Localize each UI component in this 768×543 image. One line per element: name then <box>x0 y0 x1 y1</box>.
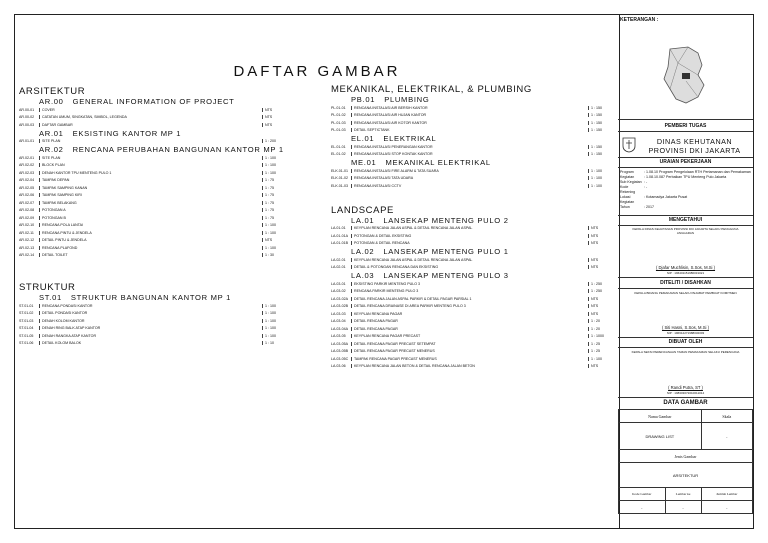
drawing-scale: NTS <box>262 115 287 119</box>
lembar-ke-value: - <box>665 501 701 514</box>
drawing-list-row <box>19 207 287 215</box>
drawing-code: AR.02-07 <box>19 200 35 205</box>
drawing-scale: 1 : 100 <box>262 156 287 160</box>
mengetahui-nip: NIP : 196401151986031021 <box>666 271 705 275</box>
drawing-scale: NTS <box>588 304 613 308</box>
group-name: ELEKTRIKAL <box>383 134 437 143</box>
drawing-description: DENAH KANTOR TPU MENTENG PULO 1 <box>39 171 262 175</box>
group-code: ME.01 <box>351 158 377 167</box>
group-code: AR.02 <box>39 145 64 154</box>
drawing-list-row <box>331 232 613 240</box>
drawing-description: DENAH KOLOM KANTOR <box>39 319 262 323</box>
diteliti-nip: NIP : 196612271988032003 <box>666 331 705 335</box>
drawing-list-row <box>19 199 287 207</box>
drawing-scale: NTS <box>262 108 287 112</box>
drawing-scale: 1 : 10 <box>262 341 287 345</box>
left-column <box>19 87 287 347</box>
drawing-list-row <box>19 222 287 230</box>
drawing-code: LA.03-05B <box>331 349 348 354</box>
drawing-code: ELK.01-03 <box>331 183 348 188</box>
drawing-list-row <box>331 264 613 272</box>
drawing-list-row <box>19 192 287 200</box>
drawing-description: DETAIL RENCANA PAGAR PRECAST SETEMPAT <box>351 342 588 346</box>
drawing-description: DETAIL RENCANA PAGAR <box>351 319 588 323</box>
drawing-scale: 1 : 150 <box>588 152 613 156</box>
project-field-key: Lokasi Kegiatan <box>620 195 635 204</box>
drawing-list-row <box>331 355 613 363</box>
drawing-scale: 1 : 200 <box>262 139 287 143</box>
group-code: LA.02 <box>351 247 375 256</box>
diteliti-role: KEPALA BIDANG PEMAKAMAN SELAKU PEJABAT PEMBUAT KOMITMEN <box>634 291 737 295</box>
drawing-code: AR.01-01 <box>19 139 35 144</box>
drawing-description: KEYPLAN RENCANA JALAN ASPAL & DETAIL RENCANA JALAN ASPAL <box>351 226 588 230</box>
group-code: LA.03 <box>351 271 375 280</box>
drawing-list-row <box>331 256 613 264</box>
drawing-scale: 1 : 150 <box>588 121 613 125</box>
drawing-scale: NTS <box>262 238 287 242</box>
project-field-row <box>618 185 753 195</box>
drawing-list-row <box>331 348 613 356</box>
drawing-list-row <box>19 114 287 122</box>
drawing-list-row <box>19 332 287 340</box>
drawing-scale: 1 : 100 <box>262 304 287 308</box>
pemberi-tugas-label: PEMBERI TUGAS <box>664 123 707 129</box>
drawing-description: RENCANA INSTALASI TATA UDARA <box>351 176 588 180</box>
diteliti-name: ( Siti Hasni, S.Sos, M.Si ) <box>661 325 709 330</box>
drawing-code: PL.01-02 <box>331 113 346 118</box>
project-field-key: Tahun <box>620 205 630 209</box>
drawing-code: AR.00-01 <box>19 107 35 112</box>
group-heading <box>19 97 287 106</box>
drawing-scale: NTS <box>588 265 613 269</box>
drawing-code: LA.03-02 <box>331 289 346 294</box>
drawing-sheet <box>14 14 620 529</box>
project-field-key: Program <box>620 170 634 174</box>
drawing-description: RENCANA PLAFOND <box>39 246 262 250</box>
drawing-scale: NTS <box>588 234 613 238</box>
drawing-list-row <box>331 295 613 303</box>
drawing-code: ST.01-01 <box>19 303 34 308</box>
page-title: DAFTAR GAMBAR <box>233 63 401 80</box>
drawing-list-row <box>19 169 287 177</box>
drawing-description: EKSISTING PARKIR MENTENG PULO 3 <box>351 282 588 286</box>
nama-gambar-label: Nama Gambar <box>619 410 702 423</box>
drawing-list-row <box>19 138 287 146</box>
drawing-scale: 1 : 75 <box>262 178 287 182</box>
group-code: EL.01 <box>351 134 375 143</box>
keterangan-label: KETERANGAN : <box>620 17 659 23</box>
drawing-description: RENCANA PARKIR MENTENG PULO 3 <box>351 289 588 293</box>
drawing-description: POTONGAN & DETAIL EKSISTING <box>351 234 588 238</box>
drawing-code: LA.03-05C <box>331 356 349 361</box>
drawing-description: BLOCK PLAN <box>39 163 262 167</box>
drawing-code: AR.02-05 <box>19 185 35 190</box>
drawing-list-row <box>19 244 287 252</box>
drawing-code: PL.01-03 <box>331 120 346 125</box>
drawing-code: ST.01-05 <box>19 333 34 338</box>
drawing-description: CATATAN UMUM, SINGKATAN, SIMBOL, LEGENDA <box>39 115 262 119</box>
mengetahui-name: ( Djafar Muchlisin, S.Sos, M.Si ) <box>655 265 716 270</box>
drawing-list-row <box>331 225 613 233</box>
group-code: LA.01 <box>351 215 375 225</box>
drawing-data-table <box>618 409 753 514</box>
project-fields <box>618 170 753 210</box>
group-name: MEKANIKAL ELEKTRIKAL <box>385 158 491 167</box>
mengetahui-label: MENGETAHUI <box>668 217 703 223</box>
diteliti-label: DITELITI / DISAHKAN <box>660 280 711 286</box>
section-title-arsitektur: ARSITEKTUR <box>19 86 86 97</box>
drawing-description: DETAIL RENCANA PAGAR PRECAST MENERUS <box>351 349 588 353</box>
drawing-list-row <box>19 310 287 318</box>
jumlah-lembar-label: Jumlah Lembar <box>701 488 752 501</box>
drawing-scale: 1 : 75 <box>262 201 287 205</box>
drawing-list-row <box>19 317 287 325</box>
drawing-description: COVER <box>39 108 262 112</box>
drawing-code: LA.03-05A <box>331 341 348 346</box>
column-spacer <box>331 190 613 206</box>
group-heading <box>331 158 613 167</box>
drawing-description: TAMPAK RENCANA PAGAR PRECAST MENERUS <box>351 357 588 361</box>
drawing-description: RENCANA INSTALASI FIRE ALARM & TATA SUARA <box>351 169 588 173</box>
section-title-mep: MEKANIKAL, ELEKTRIKAL, & PLUMBING <box>331 84 532 95</box>
drawing-code: LA.01-01A <box>331 233 348 238</box>
drawing-code: EL.01-01 <box>331 144 346 149</box>
drawing-scale: 1 : 100 <box>262 311 287 315</box>
drawing-scale: 1 : 75 <box>262 216 287 220</box>
skala-value: - <box>701 423 752 450</box>
drawing-description: RENCANA INSTALASI PENERANGAN KANTOR <box>351 145 588 149</box>
section-title-struktur: STRUKTUR <box>19 282 76 293</box>
drawing-scale: 1 : 1000 <box>588 334 613 338</box>
drawing-list-row <box>19 106 287 114</box>
drawing-description: TAMPAK SAMPING KANAN <box>39 186 262 190</box>
drawing-description: POTONGAN A <box>39 208 262 212</box>
drawing-description: POTONGAN & DETAIL RENCANA <box>351 241 588 245</box>
drawing-description: RENCANA INSTALASI AIR HUJAN KANTOR <box>351 113 588 117</box>
drawing-scale: 1 : 100 <box>588 176 613 180</box>
drawing-description: DETAIL TOILET <box>39 253 262 257</box>
drawing-description: TAMPAK DEPAN <box>39 178 262 182</box>
drawing-code: LA.03-02B <box>331 304 348 309</box>
drawing-scale: 1 : 150 <box>588 128 613 132</box>
project-field-key: Kegiatan <box>620 175 635 179</box>
drawing-scale: 1 : 150 <box>588 113 613 117</box>
drawing-scale: NTS <box>588 297 613 301</box>
group-name: GENERAL INFORMATION OF PROJECT <box>72 97 235 106</box>
drawing-description: RENCANA PINTU & JENDELA <box>39 231 262 235</box>
drawing-code: LA.03-04A <box>331 326 348 331</box>
drawing-list-row <box>19 237 287 245</box>
group-heading <box>19 145 287 154</box>
drawing-description: DETAIL PINTU & JENDELA <box>39 238 262 242</box>
drawing-list-row <box>331 143 613 151</box>
drawing-description: DAFTAR GAMBAR <box>39 123 262 127</box>
drawing-code: AR.02-14 <box>19 253 35 258</box>
drawing-list-row <box>19 162 287 170</box>
drawing-code: AR.02-01 <box>19 155 35 160</box>
drawing-list-row <box>19 229 287 237</box>
drawing-list-row <box>19 214 287 222</box>
project-field-row <box>618 195 753 205</box>
project-field-value: : Kotamadya Jakarta Pusat <box>644 195 688 199</box>
drawing-description: RENCANA INSTALASI CCTV <box>351 184 588 188</box>
drawing-scale: NTS <box>588 312 613 316</box>
drawing-list-row <box>331 363 613 371</box>
drawing-list-row <box>19 252 287 260</box>
drawing-scale: 1 : 30 <box>262 253 287 257</box>
jenis-gambar-label: Jenis Gambar <box>619 450 753 463</box>
lembar-ke-label: Lembar ke <box>665 488 701 501</box>
drawing-description: KEYPLAN RENCANA JALAN ASPAL & DETAIL RENCANA JALAN ASPAL <box>351 258 588 262</box>
drawing-scale: 1 : 25 <box>588 349 613 353</box>
drawing-list-row <box>331 333 613 341</box>
drawing-code: LA.03-01 <box>331 281 346 286</box>
drawing-list-row <box>19 121 287 129</box>
drawing-code: AR.02-11 <box>19 230 34 235</box>
drawing-description: KEYPLAN RENCANA JALAN BETON & DETAIL RENCANA JALAN BETON <box>351 364 588 368</box>
drawing-scale: 1 : 250 <box>588 289 613 293</box>
group-heading <box>331 134 613 143</box>
group-name: PLUMBING <box>384 95 430 104</box>
drawing-code: AR.02-09 <box>19 215 35 220</box>
drawing-list-row <box>331 340 613 348</box>
drawing-code: AR.02-03 <box>19 170 35 175</box>
drawing-description: DENAH RANGKA ATAP KANTOR <box>39 334 262 338</box>
drawing-description: RENCANA POLA LANTAI <box>39 223 262 227</box>
drawing-list-row <box>19 340 287 348</box>
drawing-list-row <box>19 184 287 192</box>
drawing-scale: 1 : 250 <box>588 282 613 286</box>
drawing-scale: 1 : 75 <box>262 193 287 197</box>
group-code: PB.01 <box>351 95 376 104</box>
drawing-code: LA.02-01 <box>331 265 346 270</box>
drawing-description: KEYPLAN RENCANA PAGAR <box>351 312 588 316</box>
drawing-description: RENCANA INSTALASI AIR BERSIH KANTOR <box>351 106 588 110</box>
group-code: ST.01 <box>39 293 62 302</box>
drawing-description: SITE PLAN <box>39 139 262 143</box>
drawing-code: LA.01-01B <box>331 241 348 246</box>
group-name: LANSEKAP MENTENG PULO 3 <box>383 271 509 280</box>
drawing-description: SITE PLAN <box>39 156 262 160</box>
drawing-list-row <box>331 310 613 318</box>
drawing-code: AR.02-10 <box>19 223 35 228</box>
drawing-description: DETAIL RENCANA JALAN ASPAL PARKIR & DETAIL PAGAR PARSIAL 1 <box>351 297 588 301</box>
drawing-list-row <box>331 288 613 296</box>
drawing-scale: 1 : 75 <box>262 186 287 190</box>
dinas-name: DINAS KEHUTANAN PROVINSI DKI JAKARTA <box>648 137 741 155</box>
drawing-description: DETAIL PONDASI KANTOR <box>39 311 262 315</box>
drawing-list-row <box>331 303 613 311</box>
drawing-description: DETAIL RENCANA PAGAR <box>351 327 588 331</box>
jenis-gambar-value: ARSITEKTUR <box>619 463 753 488</box>
drawing-code: LA.03-05 <box>331 334 346 339</box>
project-field-value: : - <box>644 180 648 184</box>
title-block <box>618 14 754 529</box>
drawing-code: PL.01-01 <box>331 105 346 110</box>
jakarta-map-icon <box>658 45 708 107</box>
drawing-list-row <box>331 112 613 120</box>
kode-gambar-label: Kode Gambar <box>619 488 666 501</box>
drawing-scale: NTS <box>262 123 287 127</box>
drawing-code: LA.03-03 <box>331 311 346 316</box>
drawing-scale: 1 : 100 <box>588 184 613 188</box>
drawing-list-row <box>19 325 287 333</box>
drawing-code: ST.01-04 <box>19 326 34 331</box>
drawing-code: AR.02-08 <box>19 208 35 213</box>
drawing-scale: NTS <box>588 258 613 262</box>
drawing-list-row <box>331 104 613 112</box>
dibuat-nip: NIP : 198303072010011014 <box>666 391 705 395</box>
drawing-list-row <box>331 119 613 127</box>
mengetahui-role: KEPALA DINAS KEHUTANAN PROVINSI DKI JAKARTA SELAKU PENGGUNA ANGGARAN <box>632 227 739 235</box>
drawing-code: EL.01-02 <box>331 152 346 157</box>
drawing-scale: 1 : 20 <box>588 319 613 323</box>
drawing-list-row <box>331 318 613 326</box>
data-gambar-label: DATA GAMBAR <box>663 400 708 406</box>
project-field-key: Kode Rekening <box>620 185 636 194</box>
project-field-key: Sub Kegiatan <box>620 180 642 184</box>
drawing-list-row <box>331 127 613 135</box>
group-name: EKSISTING KANTOR MP 1 <box>72 128 182 138</box>
group-name: LANSEKAP MENTENG PULO 1 <box>383 247 509 256</box>
drawing-description: DETAIL & POTONGAN RENCANA DAN EKSISTING <box>351 265 588 269</box>
drawing-code: PL.01-03 <box>331 128 346 133</box>
drawing-scale: 1 : 25 <box>588 342 613 346</box>
drawing-code: AR.02-13 <box>19 245 35 250</box>
dibuat-role: KEPALA SEKSI PERENCANAAN TAMAN PEMAKAMAN SELAKU PERENCANA <box>631 350 740 354</box>
drawing-scale: 1 : 75 <box>262 208 287 212</box>
drawing-code: ELK.01-02 <box>331 176 348 181</box>
group-heading <box>19 293 287 302</box>
drawing-scale: 1 : 100 <box>262 319 287 323</box>
column-spacer <box>19 259 287 283</box>
drawing-scale: 1 : 100 <box>588 169 613 173</box>
group-name: STRUKTUR BANGUNAN KANTOR MP 1 <box>70 293 232 302</box>
drawing-code: LA.03-02A <box>331 296 348 301</box>
drawing-list-row <box>19 177 287 185</box>
kode-gambar-value: - <box>619 501 666 514</box>
drawing-scale: 1 : 150 <box>588 106 613 110</box>
dibuat-name: ( Randi Putra, ST ) <box>668 385 703 390</box>
drawing-list-row <box>331 167 613 175</box>
drawing-scale: 1 : 100 <box>262 326 287 330</box>
project-field-value: : 2017 <box>644 205 654 209</box>
drawing-code: LA.02-01 <box>331 257 346 262</box>
section-title-landscape: LANDSCAPE <box>331 204 394 216</box>
drawing-code: LA.01-01 <box>331 226 346 231</box>
drawing-description: DETAIL RENCANA DRAINASE DI AREA PARKIR MENTENG PULO 3 <box>351 304 588 308</box>
project-field-value: : 1.08.10 Program Pengelolaan RTH Pertamanan dan Pemakaman <box>644 170 751 174</box>
drawing-code: ELK.01-01 <box>331 168 348 173</box>
drawing-description: KEYPLAN RENCANA PAGAR PRECAST <box>351 334 588 338</box>
drawing-code: ST.01-02 <box>19 311 34 316</box>
drawing-list-row <box>19 302 287 310</box>
drawing-code: ST.01-03 <box>19 318 34 323</box>
dibuat-label: DIBUAT OLEH <box>668 339 703 345</box>
project-field-value: : 1.08.10.087 Perbaikan TPU Menteng Pulo Jakarta <box>644 175 727 179</box>
drawing-scale: 1 : 150 <box>588 145 613 149</box>
group-code: AR.00 <box>39 97 64 106</box>
drawing-scale: NTS <box>588 241 613 245</box>
drawing-scale: 1 : 20 <box>588 327 613 331</box>
drawing-scale: 1 : 100 <box>262 334 287 338</box>
drawing-description: RENCANA INSTALASI STOP KONTAK KANTOR <box>351 152 588 156</box>
drawing-description: RENCANA INSTALASI AIR KOTOR KANTOR <box>351 121 588 125</box>
drawing-code: ST.01-06 <box>19 341 34 346</box>
drawing-scale: NTS <box>588 364 613 368</box>
nama-gambar-value: DRAWING LIST <box>619 423 702 450</box>
uraian-label: URAIAN PEKERJAAN <box>659 159 712 165</box>
group-heading <box>331 95 613 104</box>
group-code: AR.01 <box>39 128 64 138</box>
group-heading <box>19 129 287 138</box>
drawing-scale: NTS <box>588 226 613 230</box>
drawing-list-row <box>19 154 287 162</box>
drawing-description: TAMPAK SAMPING KIRI <box>39 193 262 197</box>
drawing-scale: 1 : 100 <box>262 246 287 250</box>
drawing-code: LA.03-04 <box>331 319 346 324</box>
drawing-list-row <box>331 280 613 288</box>
drawing-list-row <box>331 325 613 333</box>
group-name: RENCANA PERUBAHAN BANGUNAN KANTOR MP 1 <box>72 145 284 154</box>
drawing-scale: 1 : 100 <box>588 357 613 361</box>
drawing-description: RENCANA PONDASI KANTOR <box>39 304 262 308</box>
right-column <box>331 85 613 370</box>
project-field-row <box>618 205 753 210</box>
drawing-description: DETAIL KOLOM BALOK <box>39 341 262 345</box>
drawing-code: AR.02-04 <box>19 178 35 183</box>
drawing-list-row <box>331 175 613 183</box>
group-heading <box>331 271 613 280</box>
drawing-code: AR.00-02 <box>19 115 35 120</box>
drawing-scale: 1 : 100 <box>262 163 287 167</box>
drawing-code: AR.02-06 <box>19 193 35 198</box>
drawing-list-row <box>331 240 613 248</box>
drawing-code: AR.00-03 <box>19 122 35 127</box>
drawing-scale: 1 : 100 <box>262 223 287 227</box>
drawing-list-row <box>331 151 613 159</box>
group-heading <box>331 247 613 256</box>
drawing-scale: 1 : 100 <box>262 171 287 175</box>
drawing-description: POTONGAN B <box>39 216 262 220</box>
drawing-list-row <box>331 182 613 190</box>
jumlah-lembar-value: - <box>701 501 752 514</box>
drawing-description: TAMPAK BELAKANG <box>39 201 262 205</box>
drawing-scale: 1 : 100 <box>262 231 287 235</box>
dki-emblem-icon <box>622 137 636 153</box>
drawing-description: DETAIL SEPTICTANK <box>351 128 588 132</box>
skala-label: Skala <box>701 410 752 423</box>
group-heading <box>331 216 613 225</box>
drawing-description: DENAH RING BALK ATAP KANTOR <box>39 326 262 330</box>
drawing-code: AR.02-12 <box>19 238 35 243</box>
drawing-code: AR.02-02 <box>19 163 35 168</box>
project-field-value: : - <box>644 185 648 189</box>
group-name: LANSEKAP MENTENG PULO 2 <box>383 215 509 225</box>
drawing-code: LA.03-06 <box>331 364 346 369</box>
